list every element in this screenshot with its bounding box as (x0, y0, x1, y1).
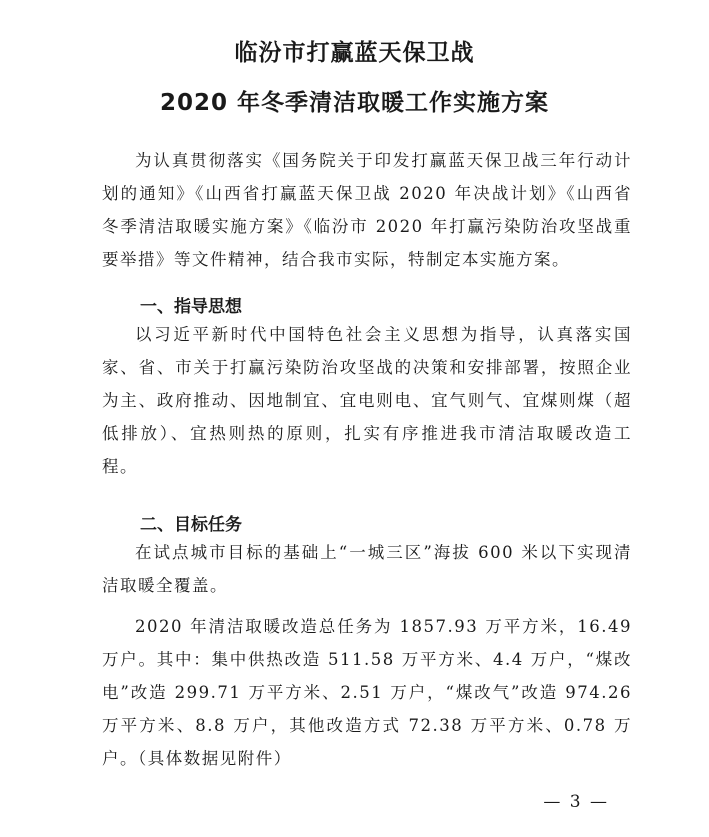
section-heading-targets: 二、目标任务 (140, 515, 242, 535)
section2-paragraph-1: 在试点城市目标的基础上“一城三区”海拔 600 米以下实现清洁取暖全覆盖。 (102, 543, 632, 595)
section-heading-guiding-ideology: 一、指导思想 (140, 297, 242, 317)
page-number: — 3 — (543, 792, 609, 812)
section1-paragraph: 以习近平新时代中国特色社会主义思想为指导，认真落实国家、省、市关于打赢污染防治攻坚战的决策和安排部署，按照企业为主、政府推动、因地制宜、宜电则电、宜气则气、宜煤则煤（超低排放）、宜热则热的原则，扎实有序推进我市清洁取暖改造工程。 (102, 325, 632, 476)
intro-paragraph: 为认真贯彻落实《国务院关于印发打赢蓝天保卫战三年行动计划的通知》《山西省打赢蓝天保卫战 2020 年决战计划》《山西省冬季清洁取暖实施方案》《临汾市 2020 年打赢污染防治攻坚战重要举措》等文件精神，结合我市实际，特制定本实施方案。 (102, 151, 632, 269)
section2-paragraph-2: 2020 年清洁取暖改造总任务为 1857.93 万平方米，16.49 万户。其中：集中供热改造 511.58 万平方米、4.4 万户，“煤改电”改造 299.71 万平方米、2.51 万户，“煤改气”改造 974.26 万平方米、8.8 万户，其他改造方式 72.38 万平方米、0.78 万户。（具体数据见附件） (102, 617, 632, 768)
document-title-line1: 临汾市打赢蓝天保卫战 (234, 40, 475, 66)
document-title-line2: 2020 年冬季清洁取暖工作实施方案 (159, 90, 550, 116)
